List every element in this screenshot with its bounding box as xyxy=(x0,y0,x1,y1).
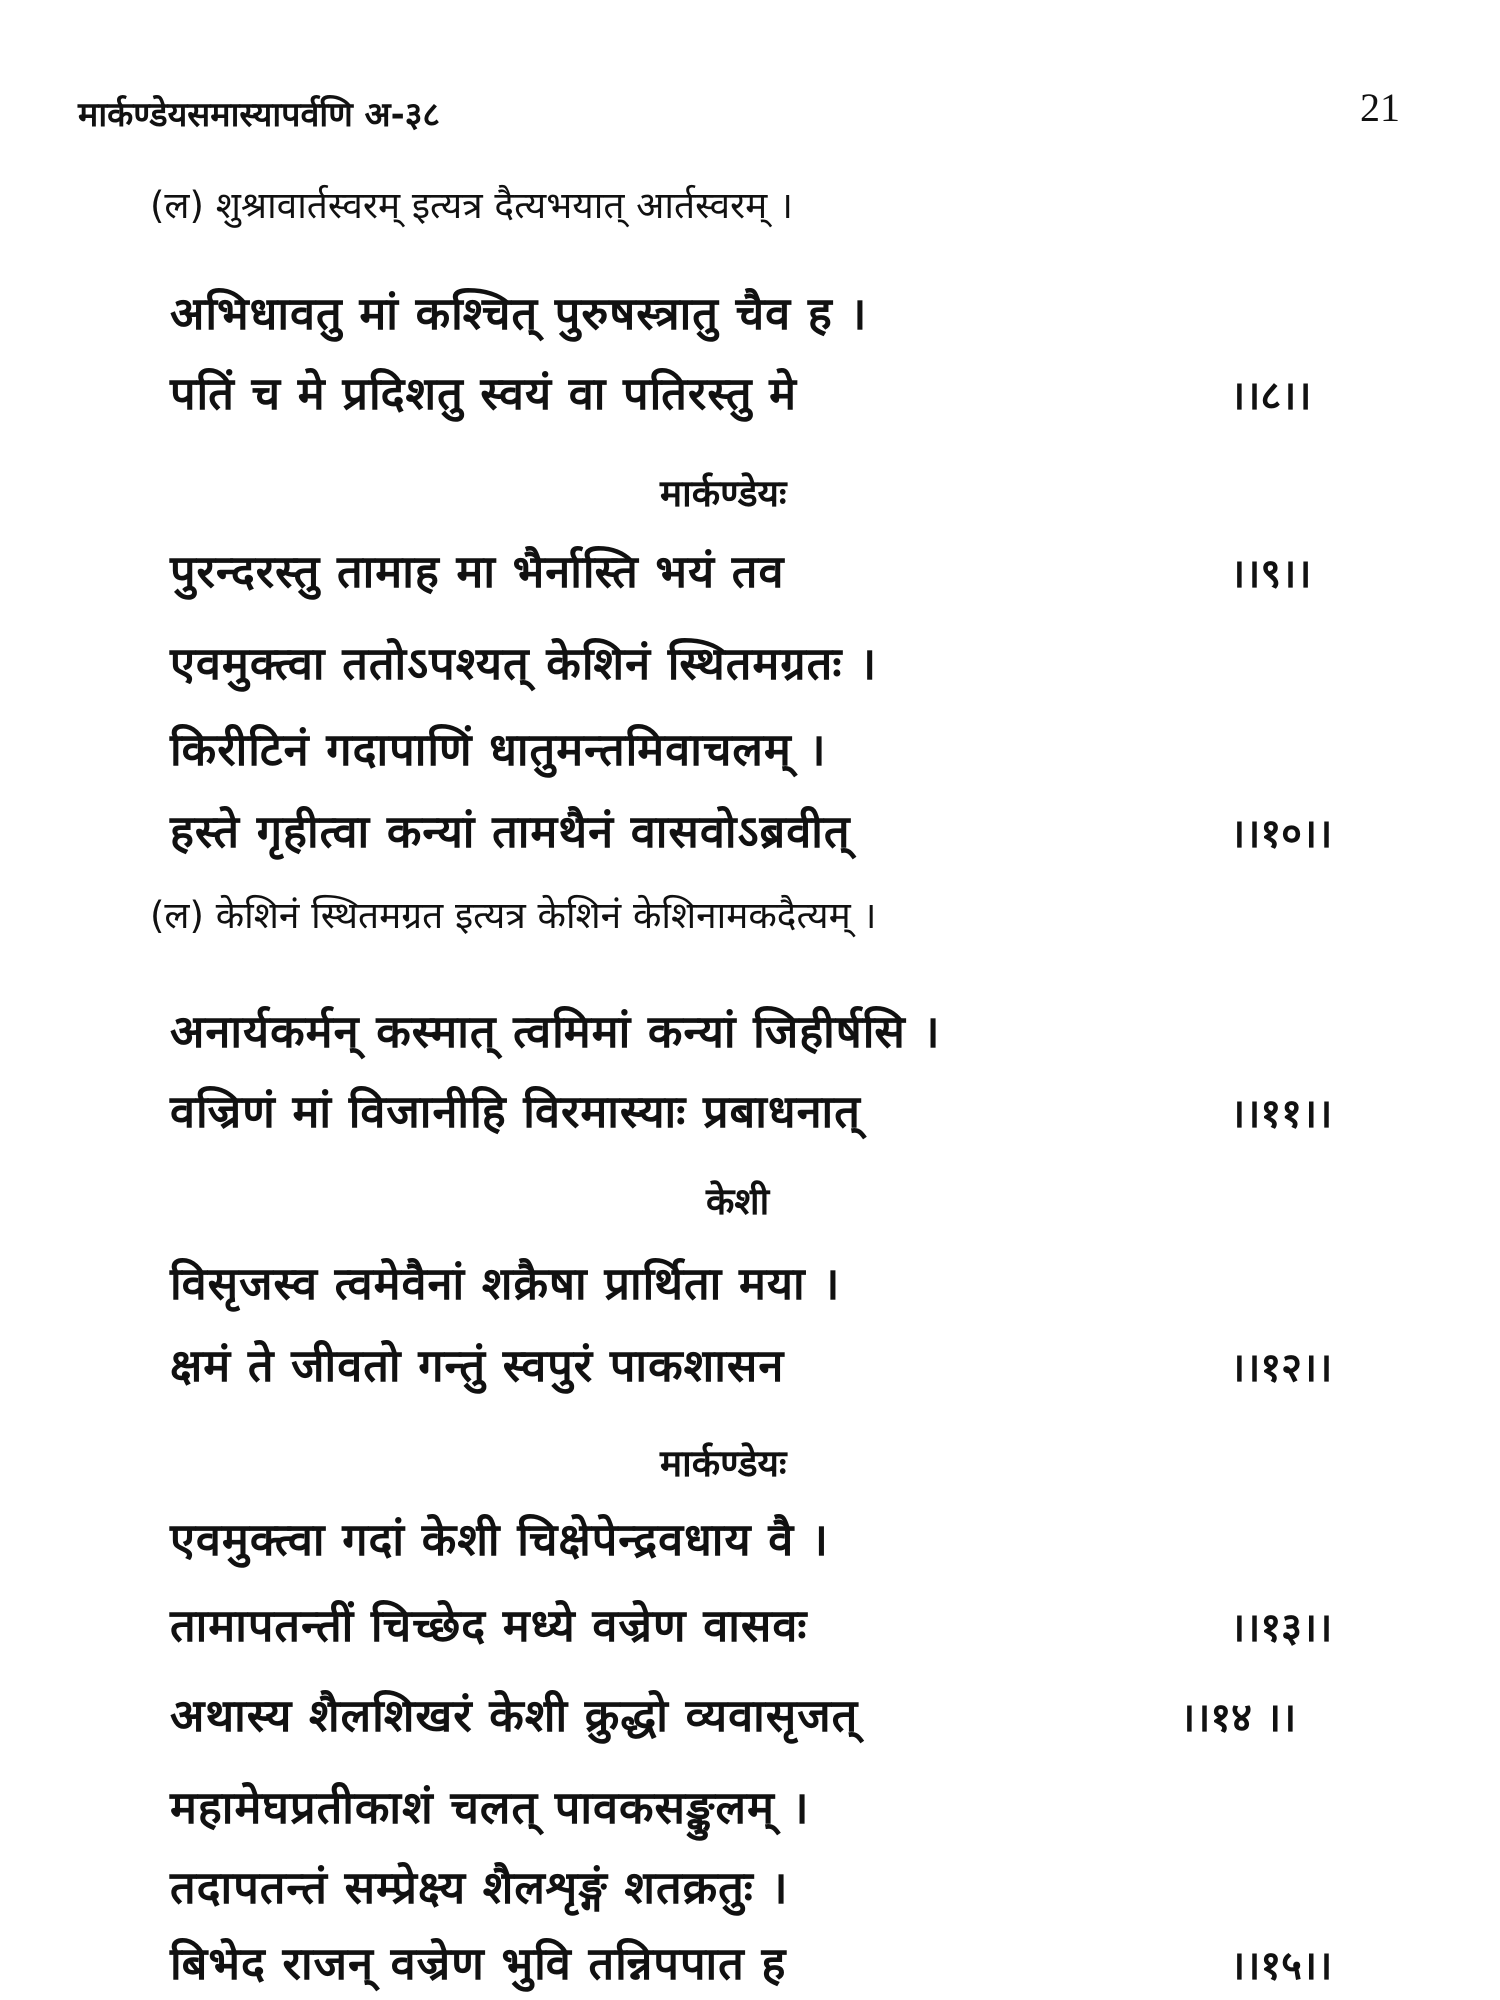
commentary-line: (ल) केशिनं स्थितमग्रत इत्यत्र केशिनं केशिनामकदैत्यम् । xyxy=(150,894,877,937)
verse-number: ।।९।। xyxy=(1230,551,1312,597)
verse-line: पतिं च मे प्रदिशतु स्वयं वा पतिरस्तु मे xyxy=(170,367,798,420)
verse-line: किरीटिनं गदापाणिं धातुमन्तमिवाचलम् । xyxy=(170,723,827,776)
verse-line: पुरन्दरस्तु तामाह मा भैर्नास्ति भयं तव xyxy=(170,545,785,598)
verse-number: ।।१०।। xyxy=(1230,811,1333,857)
verse-number: ।।११।। xyxy=(1230,1091,1333,1137)
verse-line: वज्रिणं मां विजानीहि विरमास्याः प्रबाधनात् xyxy=(170,1085,861,1138)
speaker-heading: मार्कण्डेयः xyxy=(660,1442,787,1485)
verse-line: अथास्य शैलशिखरं केशी क्रुद्धो व्यवासृजत् xyxy=(170,1689,859,1742)
verse-line: एवमुक्त्वा गदां केशी चिक्षेपेन्द्रवधाय वै । xyxy=(170,1513,829,1566)
verse-number: ।।८।। xyxy=(1230,373,1312,419)
verse-line: तामापतन्तीं चिच्छेद मध्ये वज्रेण वासवः xyxy=(170,1599,808,1652)
running-title: मार्कण्डेयसमास्यापर्वणि अ-३८ xyxy=(78,95,441,135)
verse-number: ।।१३।। xyxy=(1230,1605,1333,1651)
verse-line: हस्ते गृहीत्वा कन्यां तामथैनं वासवोऽब्रवीत् xyxy=(170,805,851,858)
verse-number: ।।१२।। xyxy=(1230,1345,1333,1391)
verse-line: बिभेद राजन् वज्रेण भुवि तन्निपपात ह xyxy=(170,1937,787,1990)
verse-number: ।।१४ ।। xyxy=(1180,1695,1297,1741)
verse-line: महामेघप्रतीकाशं चलत् पावकसङ्कुलम् । xyxy=(170,1781,810,1834)
verse-line: क्षमं ते जीवतो गन्तुं स्वपुरं पाकशासन xyxy=(170,1339,785,1392)
verse-number: ।।१५।। xyxy=(1230,1943,1333,1989)
verse-line: अभिधावतु मां कश्चित् पुरुषस्त्रातु चैव ह । xyxy=(170,287,868,340)
speaker-heading: मार्कण्डेयः xyxy=(660,472,787,515)
verse-line: एवमुक्त्वा ततोऽपश्यत् केशिनं स्थितमग्रतः । xyxy=(170,637,878,690)
verse-line: विसृजस्व त्वमेवैनां शक्रैषा प्रार्थिता मया । xyxy=(170,1257,841,1310)
speaker-heading: केशी xyxy=(706,1180,770,1223)
verse-line: तदापतन्तं सम्प्रेक्ष्य शैलशृङ्गं शतक्रतुः । xyxy=(170,1861,789,1914)
verse-line: अनार्यकर्मन् कस्मात् त्वमिमां कन्यां जिहीर्षसि । xyxy=(170,1005,941,1058)
commentary-line: (ल) शुश्रावार्तस्वरम् इत्यत्र दैत्यभयात् आर्तस्वरम् । xyxy=(150,184,794,227)
page-number: 21 xyxy=(1360,85,1400,130)
